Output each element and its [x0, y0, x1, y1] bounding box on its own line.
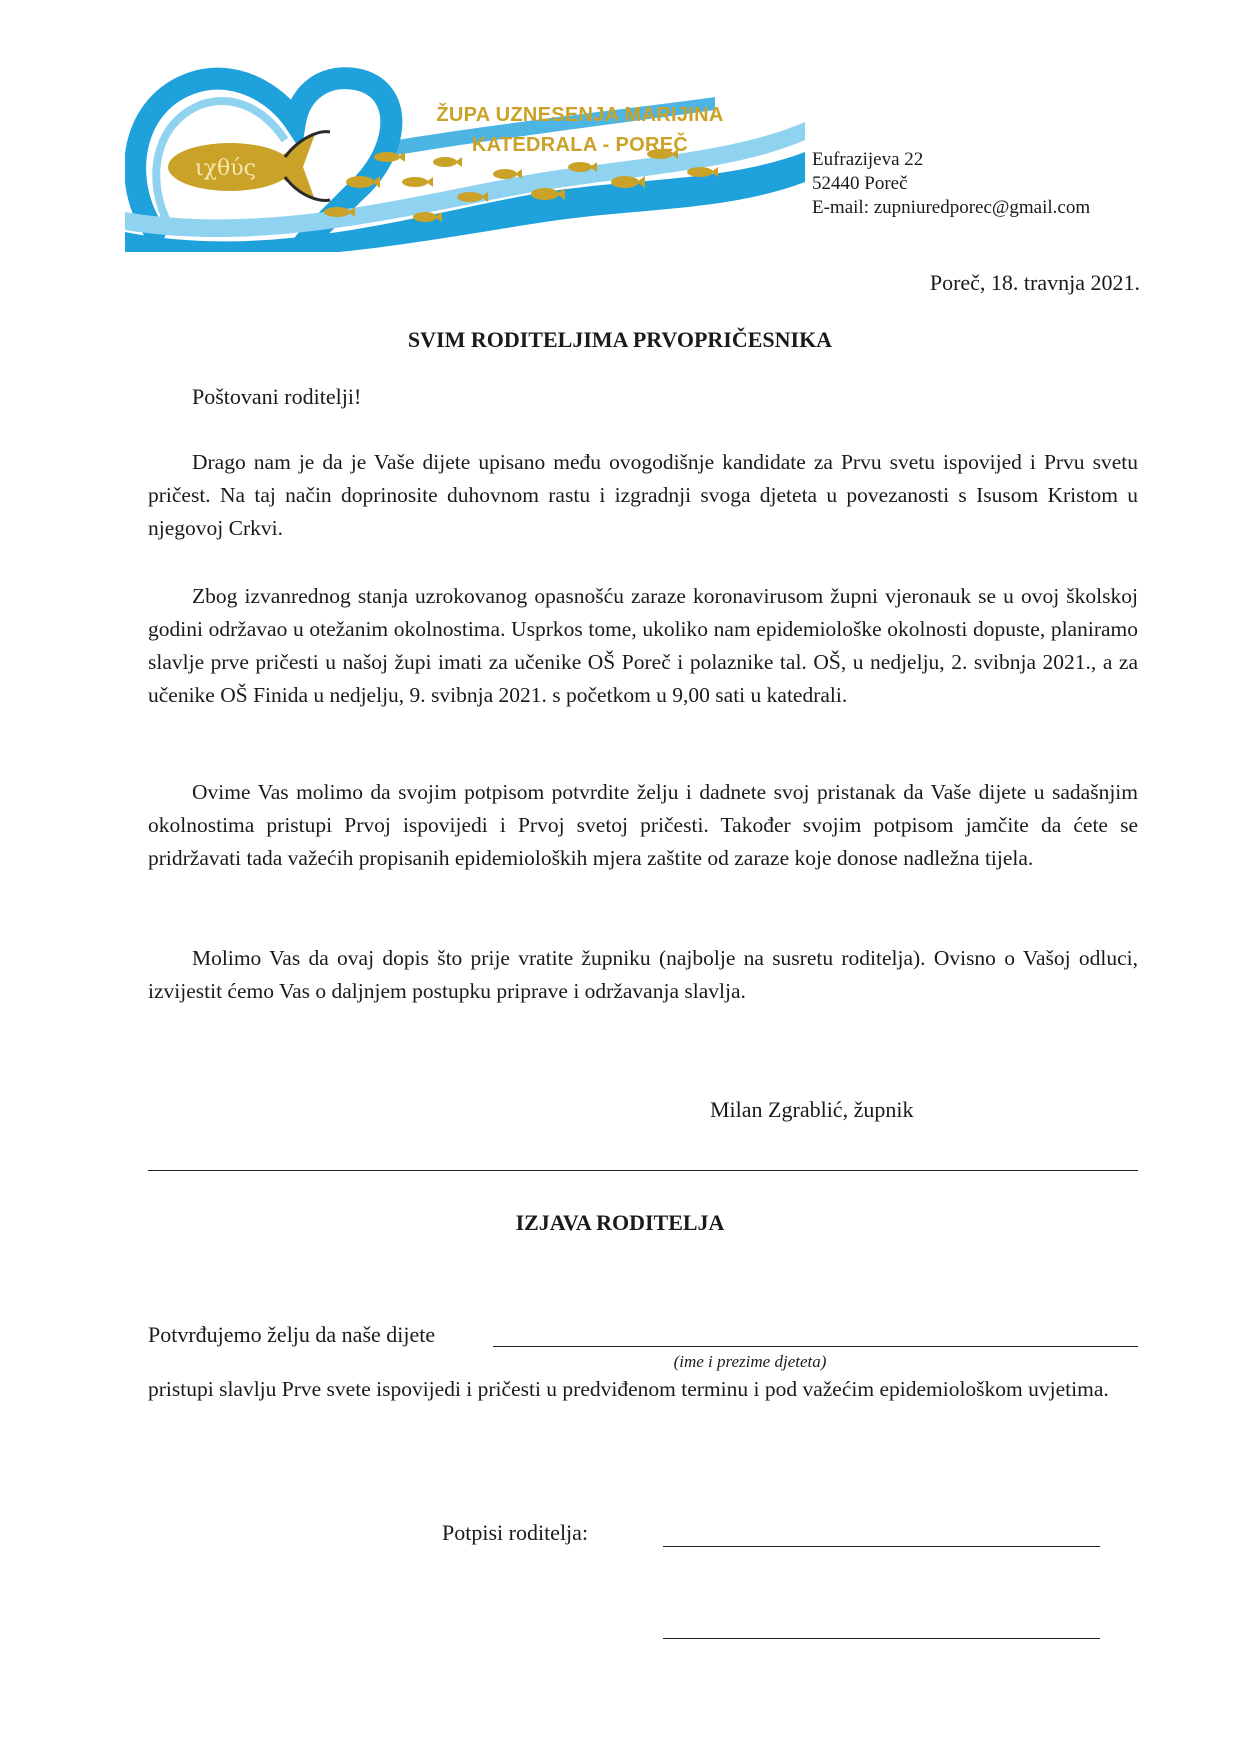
declaration-continuation: pristupi slavlju Prve svete ispovijedi i pričesti u predviđenom terminu i pod važećim epidemiološkom uvjetima.: [148, 1377, 1109, 1401]
address-city: 52440 Poreč: [812, 173, 908, 194]
pastor-signature: Milan Zgrablić, župnik: [710, 1097, 914, 1122]
address-email: E-mail: zupniuredporec@gmail.com: [812, 197, 1091, 218]
paragraph-3: Ovime Vas molimo da svojim potpisom potvrdite želju i dadnete svoj pristanak da Vaše dijete u sadašnjim okolnostima pristupi Prvoj ispovijedi i Prvoj svetoj pričesti. Također svojim potpisom jamčite da ćete se pridržavati tada važećih propisanih epidemioloških mjera zaštite od zaraze koje donose nadležna tijela.: [148, 780, 1138, 870]
child-name-hint: (ime i prezime djeteta): [673, 1352, 827, 1371]
paragraph-4: Molimo Vas da ovaj dopis što prije vratite župniku (najbolje na susretu roditelja). Ovisno o Vašoj odluci, izvijestit ćemo Vas o daljnjem postupku priprave i održavanja slavlja.: [148, 946, 1138, 1003]
confirm-text: Potvrđujemo želju da naše dijete: [148, 1322, 436, 1347]
svg-text:ιχθύς: ιχθύς: [195, 156, 256, 181]
parish-name: [430, 100, 730, 160]
section-divider: [148, 1170, 1138, 1171]
ichthys-fish-icon: [168, 132, 330, 201]
parent-signature-field-2[interactable]: [663, 1638, 1100, 1639]
parent-signature-field-1[interactable]: [663, 1546, 1100, 1547]
child-name-field[interactable]: [493, 1346, 1138, 1347]
signatures-label: Potpisi roditelja:: [442, 1520, 589, 1545]
parish-name-line1: ŽUPA UZNESENJA MARIJINA: [436, 104, 724, 126]
address-street: Eufrazijeva 22: [812, 149, 924, 170]
letter-date: Poreč, 18. travnja 2021.: [929, 270, 1140, 295]
declaration-title: IZJAVA RODITELJA: [515, 1210, 725, 1235]
parish-name-line2: KATEDRALA - POREČ: [471, 134, 689, 156]
greeting: Poštovani roditelji!: [192, 384, 362, 409]
address-block: [812, 148, 1090, 220]
letter-title: SVIM RODITELJIMA PRVOPRIČESNIKA: [407, 327, 833, 352]
paragraph-1: Drago nam je da je Vaše dijete upisano među ovogodišnje kandidate za Prvu svetu ispovijed i Prvu svetu pričest. Na taj način doprinosite duhovnom rastu i izgradnji svoga djeteta u povezanosti s Isusom Kristom u njegovoj Crkvi.: [148, 450, 1138, 540]
paragraph-2: Zbog izvanrednog stanja uzrokovanog opasnošću zaraze koronavirusom župni vjeronauk se u ovoj školskoj godini održavao u otežanim okolnostima. Usprkos tome, ukoliko nam epidemiološke okolnosti dopuste, planiramo slavlje prve pričesti u našoj župi imati za učenike OŠ Poreč i polaznike tal. OŠ, u nedjelju, 2. svibnja 2021., a za učenike OŠ Finida u nedjelju, 9. svibnja 2021. s početkom u 9,00 sati u katedrali.: [148, 584, 1138, 707]
